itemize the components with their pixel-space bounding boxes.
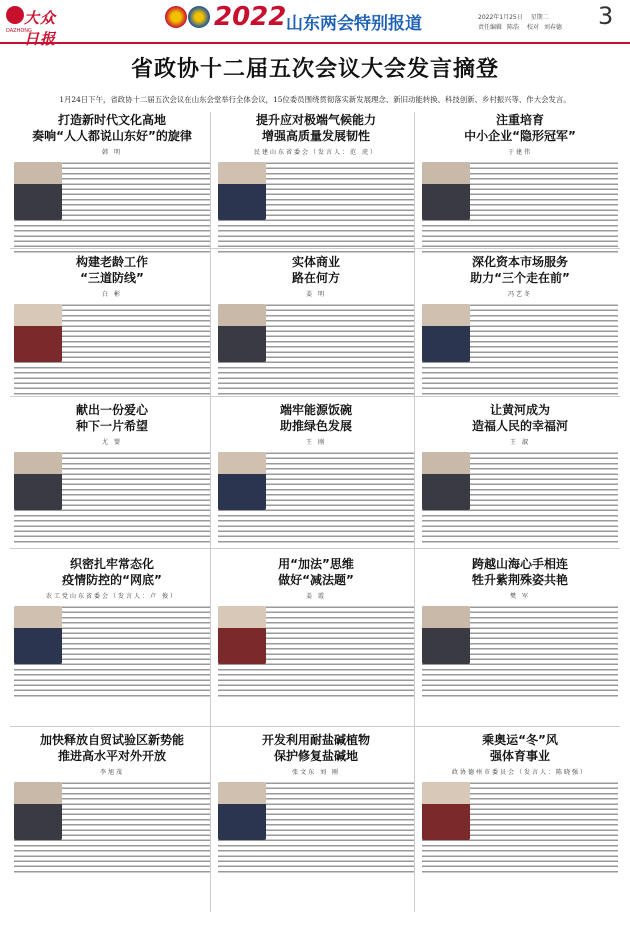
row-divider xyxy=(10,396,620,397)
article-3 xyxy=(422,112,618,256)
article-12 xyxy=(422,556,618,700)
speaker-photo xyxy=(422,452,470,510)
article-author: 尤 婴 xyxy=(102,439,122,446)
article-title-line: 让黄河成为 xyxy=(489,403,550,417)
article-author: 姜 明 xyxy=(306,291,326,298)
article-author: 政协德州市委员会（发言人：陈晓强） xyxy=(451,769,588,776)
article-body xyxy=(14,302,210,398)
article-6 xyxy=(422,254,618,398)
article-9 xyxy=(422,402,618,546)
article-title-line: 增强高质量发展韧性 xyxy=(261,129,370,143)
cppcc-emblem-icon xyxy=(188,6,210,28)
article-title-line: 用“加法”思维 xyxy=(278,557,354,571)
logo-mark-icon xyxy=(6,6,24,24)
article-title-line: 推进高水平对外开放 xyxy=(57,749,166,763)
page-number: 3 xyxy=(598,2,614,30)
article-author: 樊 军 xyxy=(510,593,530,600)
column-divider xyxy=(414,112,415,912)
national-emblem-icon xyxy=(165,6,187,28)
speaker-photo xyxy=(14,162,62,220)
article-title-line: 助推绿色发展 xyxy=(279,419,352,433)
article-title-line: 深化资本市场服务 xyxy=(471,255,568,269)
article-15 xyxy=(422,732,618,876)
article-title-line: 开发利用耐盐碱植物 xyxy=(261,733,370,747)
article-14 xyxy=(218,732,414,876)
article-title-line: 疫情防控的“网底” xyxy=(62,573,162,587)
article-1 xyxy=(14,112,210,256)
article-title-line: 保护修复盐碱地 xyxy=(273,749,358,763)
newspaper-subname: DAZHONG xyxy=(6,28,32,34)
article-title-line: 加快释放自贸试验区新势能 xyxy=(39,733,184,747)
article-author: 农工党山东省委会（发言人：卢 俊） xyxy=(46,593,178,600)
article-author: 李旭茂 xyxy=(99,769,124,776)
article-body xyxy=(14,780,210,876)
article-title-line: 织密扎牢常态化 xyxy=(69,557,154,571)
speaker-photo xyxy=(218,782,266,840)
article-title-line: “三道防线” xyxy=(80,271,144,285)
speaker-photo xyxy=(218,304,266,362)
article-body xyxy=(14,604,210,700)
article-title-line: 乘奥运“冬”风 xyxy=(482,733,558,747)
article-7 xyxy=(14,402,210,546)
article-body xyxy=(422,604,618,700)
article-author: 张文东 刘 刚 xyxy=(292,769,340,776)
article-title-line: 强体育事业 xyxy=(489,749,550,763)
article-title-line: 打造新时代文化高地 xyxy=(57,113,166,127)
speaker-photo xyxy=(218,606,266,664)
article-2 xyxy=(218,112,414,256)
article-title-line: 种下一片希望 xyxy=(75,419,148,433)
article-body xyxy=(422,302,618,398)
article-5 xyxy=(218,254,414,398)
speaker-photo xyxy=(422,162,470,220)
article-author: 于建伟 xyxy=(507,149,532,156)
article-title-line: 奏响“人人都说山东好”的旋律 xyxy=(32,129,192,143)
speaker-photo xyxy=(14,606,62,664)
article-author: 王 淑 xyxy=(510,439,530,446)
banner-year: 2022 xyxy=(214,2,287,32)
proof-label: 校对 xyxy=(526,24,539,31)
article-title-line: 构建老龄工作 xyxy=(75,255,148,269)
article-author: 王 刚 xyxy=(306,439,326,446)
article-body xyxy=(218,450,414,546)
article-author: 民建山东省委会（发言人：范 虎） xyxy=(254,149,378,156)
article-body xyxy=(14,160,210,256)
article-13 xyxy=(14,732,210,876)
article-title-line: 献出一份爱心 xyxy=(75,403,148,417)
page-header xyxy=(0,0,630,48)
article-title-line: 提升应对极端气候能力 xyxy=(255,113,376,127)
article-body xyxy=(14,450,210,546)
article-body xyxy=(422,160,618,256)
newspaper-logo xyxy=(6,4,66,48)
article-title-line: 助力“三个走在前” xyxy=(470,271,570,285)
article-body xyxy=(218,302,414,398)
article-author: 冯艺冬 xyxy=(507,291,532,298)
issue-date: 2022年1月25日 xyxy=(478,14,523,21)
article-body xyxy=(218,160,414,256)
article-8 xyxy=(218,402,414,546)
lead-paragraph: 1月24日下午，省政协十二届五次会议在山东会堂举行全体会议，15位委员围绕贯彻落实新发展理念、新旧动能转换、科技创新、乡村振兴等、作大会发言。 xyxy=(59,95,571,104)
speaker-photo xyxy=(14,452,62,510)
row-divider xyxy=(10,726,620,727)
article-4 xyxy=(14,254,210,398)
article-body xyxy=(422,450,618,546)
page-title: 省政协十二届五次会议大会发言摘登 xyxy=(130,57,499,82)
article-title-line: 跨越山海心手相连 xyxy=(471,557,568,571)
issue-date-row xyxy=(478,12,549,21)
article-author: 姜 霞 xyxy=(306,593,326,600)
article-title-line: 造福人民的幸福河 xyxy=(471,419,568,433)
article-title-line: 端牢能源饭碗 xyxy=(279,403,352,417)
article-title-line: 注重培育 xyxy=(495,113,544,127)
speaker-photo xyxy=(422,304,470,362)
speaker-photo xyxy=(14,304,62,362)
proof-name: 刘春德 xyxy=(543,24,562,31)
article-author: 白 彬 xyxy=(102,291,122,298)
article-author: 韩 明 xyxy=(102,149,122,156)
speaker-photo xyxy=(422,606,470,664)
editor-label: 责任编辑 xyxy=(478,24,503,31)
article-body xyxy=(422,780,618,876)
editor-name: 陈浩 xyxy=(506,24,519,31)
speaker-photo xyxy=(218,162,266,220)
article-body xyxy=(218,780,414,876)
article-title-line: 做好“减法题” xyxy=(278,573,354,587)
issue-weekday: 星期二 xyxy=(530,14,549,21)
speaker-photo xyxy=(422,782,470,840)
speaker-photo xyxy=(218,452,266,510)
article-11 xyxy=(218,556,414,700)
column-divider xyxy=(210,112,211,912)
row-divider xyxy=(10,548,620,549)
speaker-photo xyxy=(14,782,62,840)
article-title-line: 牲升紫荆殊姿共艳 xyxy=(471,573,568,587)
banner-title: 山东两会特别报道 xyxy=(286,14,422,34)
article-body xyxy=(218,604,414,700)
newspaper-name: 大众日报 xyxy=(24,9,57,48)
row-divider xyxy=(10,248,620,249)
article-title-line: 路在何方 xyxy=(291,271,340,285)
article-title-line: 中小企业“隐形冠军” xyxy=(464,129,576,143)
editor-row xyxy=(478,22,562,31)
article-10 xyxy=(14,556,210,700)
article-title-line: 实体商业 xyxy=(291,255,340,269)
